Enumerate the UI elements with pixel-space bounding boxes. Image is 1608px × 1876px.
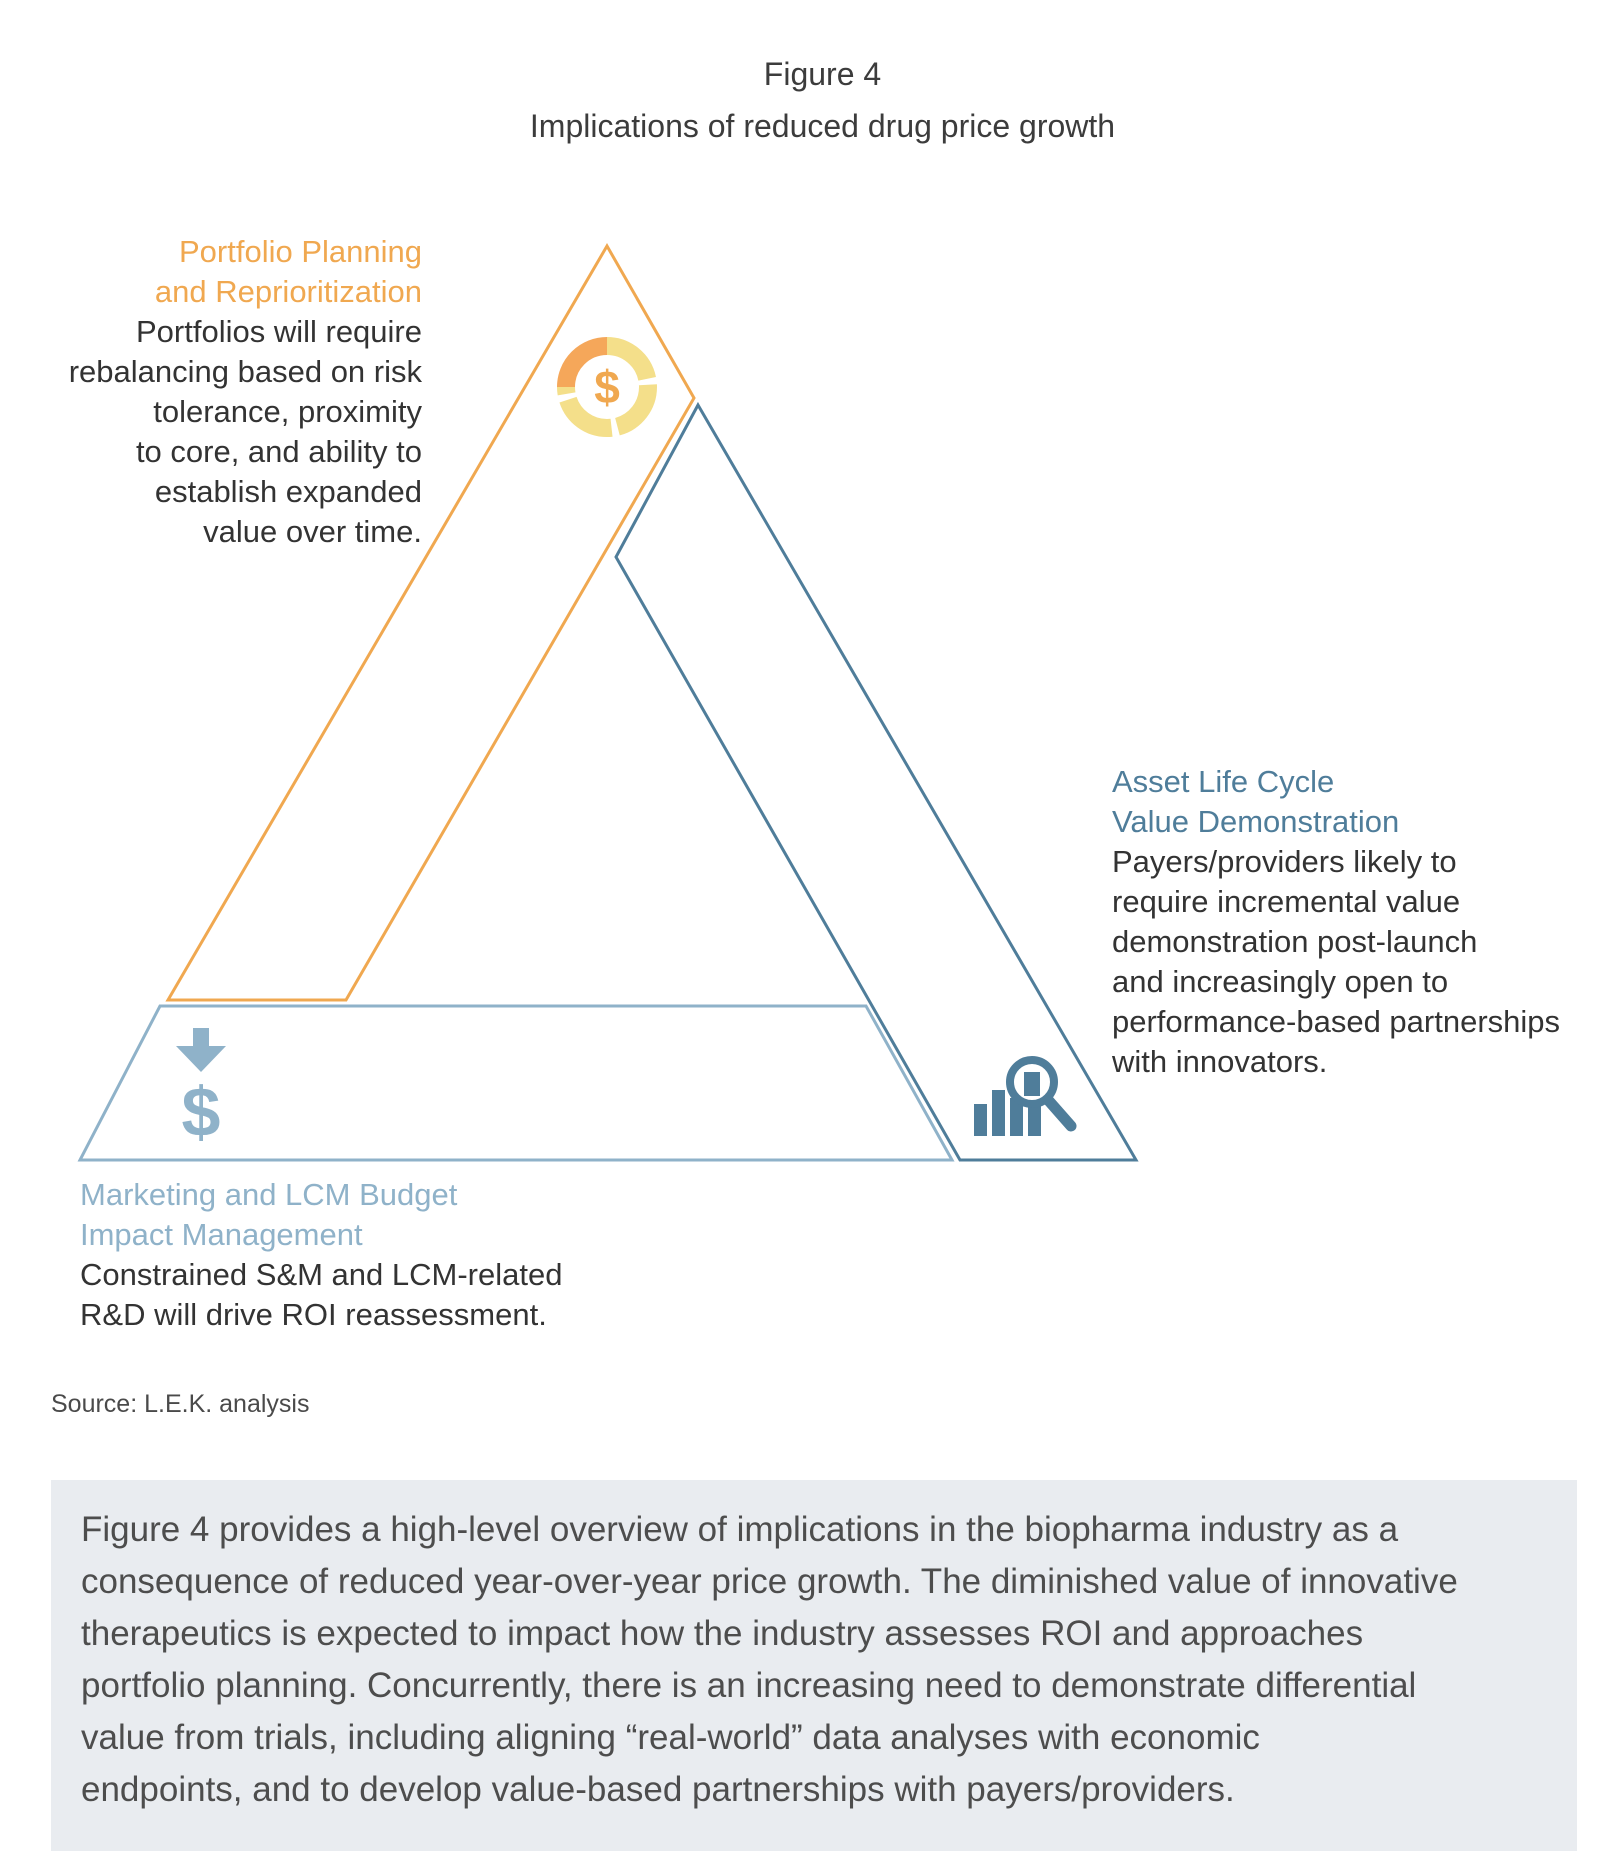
svg-text:$: $ — [181, 1073, 221, 1151]
down-arrow-dollar-icon — [176, 1028, 226, 1151]
bar-chart-magnifier-icon — [974, 1060, 1071, 1136]
source-note: Source: L.E.K. analysis — [51, 1390, 310, 1418]
portfolio-body: Portfolios will require rebalancing based on risk tolerance, proximity to core, and ability to establish expanded value over time. — [68, 314, 422, 549]
asset-block — [1112, 762, 1592, 1082]
summary-box — [51, 1480, 1577, 1851]
figure-title: Implications of reduced drug price growth — [529, 108, 1116, 144]
figure-label: Figure 4 — [763, 56, 882, 92]
asset-heading: Asset Life Cycle Value Demonstration — [1112, 764, 1400, 839]
svg-text:$: $ — [594, 361, 620, 413]
marketing-block — [80, 1175, 640, 1335]
portfolio-block — [40, 232, 422, 552]
dollar-donut-icon — [566, 346, 648, 428]
marketing-body: Constrained S&M and LCM-related R&D will drive ROI reassessment. — [80, 1257, 563, 1332]
asset-segment — [616, 405, 1136, 1160]
asset-body: Payers/providers likely to require incremental value demonstration post-launch and increasingly open to performance-based partnerships with innovators. — [1112, 844, 1561, 1079]
marketing-heading: Marketing and LCM Budget Impact Management — [80, 1177, 458, 1252]
summary-text: Figure 4 provides a high-level overview of implications in the biopharma industry as a consequence of reduced year-over-year price growth. The diminished value of innovative therapeutics is expected to impact how the industry assesses ROI and approaches portfolio planning. Concurrently, there is an increasing need to demonstrate differential value from trials, including aligning “real-world” data analyses with economic endpoints, and to develop value-based partnerships with payers/providers. — [81, 1510, 1458, 1809]
portfolio-heading: Portfolio Planning and Reprioritization — [154, 234, 422, 309]
